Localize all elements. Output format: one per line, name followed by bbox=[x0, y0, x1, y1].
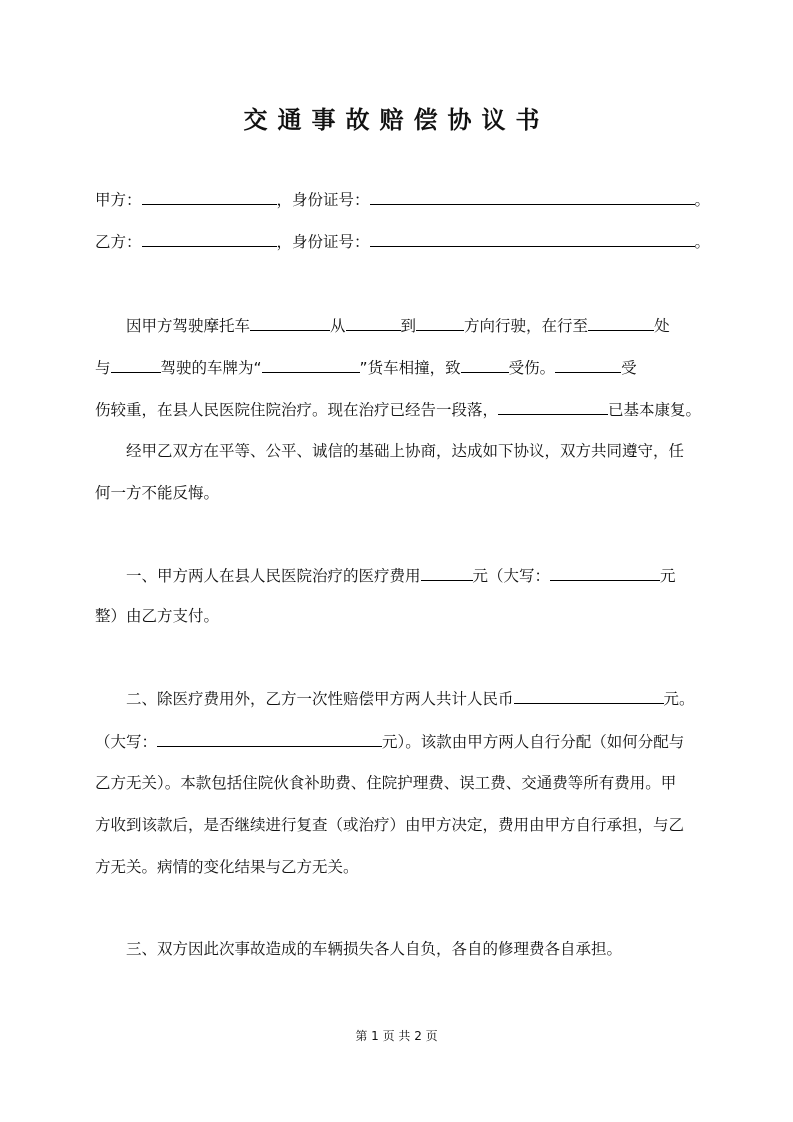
party-b-name-field[interactable] bbox=[142, 231, 277, 247]
party-b-label: 乙方： bbox=[95, 233, 142, 251]
intro-line-1 bbox=[95, 315, 705, 336]
clause-3-text: 三、双方因此次事故造成的车辆损失各人自负，各自的修理费各自承担。 bbox=[126, 940, 623, 958]
intro-text: 受 bbox=[621, 359, 637, 377]
intro-text: ”货车相撞，致 bbox=[359, 359, 461, 377]
compensation-words-field[interactable] bbox=[157, 731, 382, 747]
clause-1-text: 整）由乙方支付。 bbox=[95, 607, 220, 625]
clause-2-text: 元。 bbox=[663, 690, 695, 708]
clause-3-line bbox=[95, 939, 705, 959]
injured-field[interactable] bbox=[461, 357, 509, 373]
party-a-end: 。 bbox=[694, 191, 711, 209]
intro-text: 何一方不能反悔。 bbox=[95, 484, 220, 502]
intro-text: 因甲方驾驶摩托车 bbox=[126, 317, 251, 335]
from-field[interactable] bbox=[346, 315, 401, 331]
driver-field[interactable] bbox=[111, 357, 161, 373]
clause-1-line-2 bbox=[95, 606, 705, 626]
plate-number-field[interactable] bbox=[262, 357, 360, 373]
clause-2-line-4 bbox=[95, 815, 705, 835]
clause-1-text: 元（大写： bbox=[472, 567, 551, 585]
intro-line-5 bbox=[95, 483, 705, 503]
document-title: 交通事故赔偿协议书 bbox=[243, 105, 550, 134]
party-b-id-field[interactable] bbox=[370, 231, 695, 247]
location-field[interactable] bbox=[588, 315, 654, 331]
intro-text: 驾驶的车牌为“ bbox=[160, 359, 262, 377]
intro-text: 经甲乙双方在平等、公平、诚信的基础上协商，达成如下协议，双方共同遵守，任 bbox=[126, 442, 685, 460]
party-a-name-field[interactable] bbox=[142, 189, 277, 205]
intro-line-4 bbox=[95, 441, 705, 461]
intro-line-2 bbox=[95, 357, 705, 378]
intro-text: 到 bbox=[400, 317, 417, 335]
clause-2-text: 二、除医疗费用外，乙方一次性赔偿甲方两人共计人民币 bbox=[126, 690, 514, 708]
party-b-end: 。 bbox=[694, 233, 711, 251]
compensation-amount-field[interactable] bbox=[514, 688, 664, 704]
party-b-id-label: ，身份证号： bbox=[276, 233, 370, 251]
to-field[interactable] bbox=[416, 315, 464, 331]
intro-text: 伤较重，在县人民医院住院治疗。现在治疗已经告一段落， bbox=[95, 401, 499, 419]
page-number-footer: 第 1 页 共 2 页 bbox=[355, 1029, 438, 1043]
party-a-id-field[interactable] bbox=[370, 189, 695, 205]
clause-2-text: 元）。该款由甲方两人自行分配（如何分配与 bbox=[382, 733, 685, 751]
medical-fee-words-field[interactable] bbox=[550, 565, 660, 581]
intro-text: 受伤。 bbox=[508, 359, 556, 377]
party-a-line bbox=[95, 189, 711, 210]
party-b-line bbox=[95, 231, 711, 252]
intro-line-3 bbox=[95, 399, 705, 420]
intro-text: 从 bbox=[330, 317, 346, 335]
severely-injured-field[interactable] bbox=[555, 357, 621, 373]
intro-text: 已基本康复。 bbox=[608, 401, 702, 419]
intro-text: 与 bbox=[95, 359, 111, 377]
recovered-field[interactable] bbox=[498, 399, 608, 415]
party-a-id-label: ，身份证号： bbox=[276, 191, 370, 209]
vehicle-field[interactable] bbox=[250, 315, 330, 331]
clause-1-text: 元 bbox=[660, 567, 676, 585]
clause-2-line-1 bbox=[95, 688, 705, 709]
clause-2-text: 乙方无关）。本款包括住院伙食补助费、住院护理费、误工费、交通费等所有费用。甲 bbox=[95, 774, 677, 792]
clause-2-text: （大写： bbox=[95, 733, 158, 751]
clause-2-line-5 bbox=[95, 857, 705, 877]
clause-2-line-3 bbox=[95, 773, 705, 793]
intro-text: 处 bbox=[654, 317, 670, 335]
clause-2-text: 方收到该款后，是否继续进行复查（或治疗）由甲方决定，费用由甲方自行承担，与乙 bbox=[95, 816, 685, 834]
medical-fee-field[interactable] bbox=[421, 565, 473, 581]
party-a-label: 甲方： bbox=[95, 191, 142, 209]
clause-2-line-2 bbox=[95, 731, 705, 752]
clause-2-text: 方无关。病情的变化结果与乙方无关。 bbox=[95, 858, 359, 876]
clause-1-text: 一、甲方两人在县人民医院治疗的医疗费用 bbox=[126, 567, 421, 585]
clause-1-line-1 bbox=[95, 565, 705, 586]
intro-text: 方向行驶，在行至 bbox=[464, 317, 589, 335]
